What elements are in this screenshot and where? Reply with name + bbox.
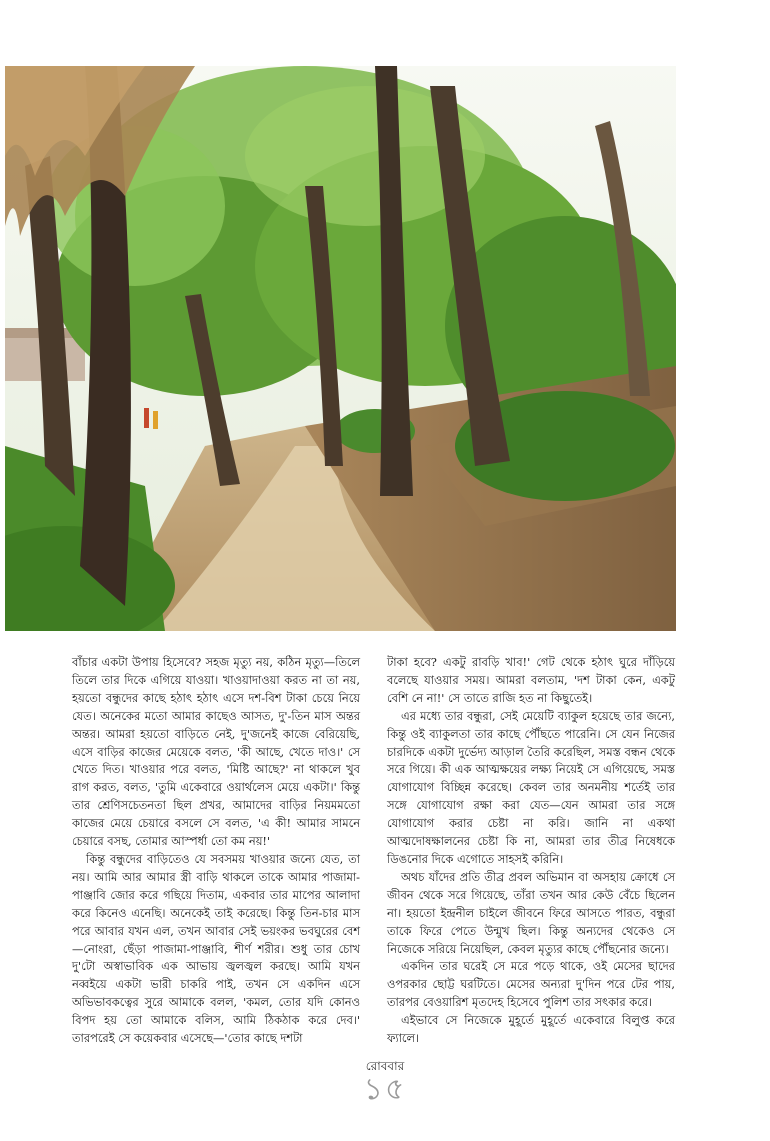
- text-column-left: [72, 654, 360, 1048]
- text-column-right: [387, 654, 675, 1048]
- page-footer: [0, 1058, 770, 1106]
- paragraph: টাকা হবে? একটু রাবড়ি খাব!' গেট থেকে হঠাৎ ঘুরে দাঁড়িয়ে বলেছে যাওয়ার সময়। আমরা বলতাম, 'দশ টাকা কেন, একটু বেশি নে না!' সে তাতে রাজি হত না কিছুতেই।: [387, 655, 675, 705]
- village-path-photo: [5, 66, 676, 631]
- paragraph: এইভাবে সে নিজেকে মুহূর্তে মুহূর্তে একেবারে বিলুপ্ত করে ফ্যালে।: [387, 1013, 675, 1046]
- magazine-name: রোববার: [365, 1059, 405, 1073]
- page-number: ১৫: [363, 1072, 407, 1107]
- paragraph: অথচ যাঁদের প্রতি তীব্র প্রবল অভিমান বা অসহায় ক্রোধে সে জীবন থেকে সরে গিয়েছে, তাঁরা তখন আর কেউ বেঁচে ছিলেন না। হয়তো ইন্দ্রনীল চাইলে জীবনে ফিরে আসতে পারত, বন্ধুরা তাকে ফিরে পেতে উন্মুখ ছিল। কিন্তু অন্যদের থেকেও সে নিজেকে সরিয়ে নিয়েছিল, কেবল মৃত্যুর কাছে পৌঁছনোর জন্যে।: [387, 869, 675, 956]
- paragraph: একদিন তার ঘরেই সে মরে পড়ে থাকে, ওই মেসের ছাদের ওপরকার ছোট্ট ঘরটিতে। মেসের অন্যরা দু'দিন পরে টের পায়, তারপর বেওয়ারিশ মৃতদেহ হিসেবে পুলিশ তার সৎকার করে।: [387, 959, 675, 1010]
- photo-illustration: [5, 66, 676, 631]
- paragraph: এর মধ্যে তার বন্ধুরা, সেই মেয়েটি ব্যাকুল হয়েছে তার জন্যে, কিন্তু ওই ব্যাকুলতা তার কাছে পৌঁছতে পারেনি। সে যেন নিজের চারদিকে একটা দুর্ভেদ্য আড়াল তৈরি করেছিল, সমস্ত বন্ধন থেকে সরে গিয়ে। কী এক আত্মক্ষয়ের লক্ষ্য নিয়েই সে এগিয়েছে, সমস্ত যোগাযোগ বিচ্ছিন্ন করেছে। কেবল তার অনমনীয় শর্তেই তার সঙ্গে যোগাযোগ রক্ষা করা যেত—যেন আমরা তার সঙ্গে যোগাযোগ করার চেষ্টা না করি। জানি না একথা আত্মদোষক্ষালনের চেষ্টা কি না, আমরা তার তীব্র নিষেধকে ডিঙনোর দিকে এগোতে সাহসই করিনি।: [387, 708, 675, 866]
- paragraph: কিন্তু বন্ধুদের বাড়িতেও যে সবসময় খাওয়ার জন্যে যেত, তা নয়। আমি আর আমার স্ত্রী বাড়ি থাকলে তাকে আমার পাজামা-পাঞ্জাবি জোর করে গছিয়ে দিতাম, একবার তার মাপের আলাদা করে কিনেও এনেছি। অনেকেই তাই করেছে। কিন্তু তিন-চার মাস পরে আবার যখন এল, তখন আবার সেই ভয়ংকর ভবঘুরের বেশ—নোংরা, ছেঁড়া পাজামা-পাঞ্জাবি, শীর্ণ শরীর। শুধু তার চোখ দু'টো অস্বাভাবিক এক আভায় জ্বলজ্বল করছে। আমি যখন নব্বইয়ে একটা ভারী চাকরি পাই, তখন সে একদিন এসে অভিভাবকত্বের সুরে আমাকে বলল, 'কমল, তোর যদি কোনও বিপদ হয় তো আমাকে বলিস, আমি ঠিকঠাক করে দেব।' তারপরেই সে কয়েকবার এসেছে—'তোর কাছে দশটা: [72, 851, 360, 1046]
- paragraph: বাঁচার একটা উপায় হিসেবে? সহজ মৃত্যু নয়, কঠিন মৃত্যু—তিলে তিলে তার দিকে এগিয়ে যাওয়া। খাওয়াদাওয়া করত না তা নয়, হয়তো বন্ধুদের কাছে হঠাৎ হঠাৎ এসে দশ-বিশ টাকা চেয়ে নিয়ে যেত। অনেকের মতো আমার কাছেও আসত, দু'-তিন মাস অন্তর অন্তর। আমরা হয়তো বাড়িতে নেই, দু'জনেই কাজে বেরিয়েছি, এসে বাড়ির কাজের মেয়েকে বলত, 'কী আছে, খেতে দাও।' সে খেতে দিত। খাওয়ার পরে বলত, 'মিষ্টি আছে?' না থাকলে খুব রাগ করত, বলত, 'তুমি একেবারে ওয়ার্থলেস মেয়ে একটা।' কিন্তু তার শ্রেণিসচেতনতা ছিল প্রখর, আমাদের বাড়ির নিয়মমতো কাজের মেয়ে চেয়ারে বসলে সে বলত, 'এ কী! আমার সামনে চেয়ারে বসছ, তোমার আস্পর্ধা তো কম নয়!': [72, 655, 360, 849]
